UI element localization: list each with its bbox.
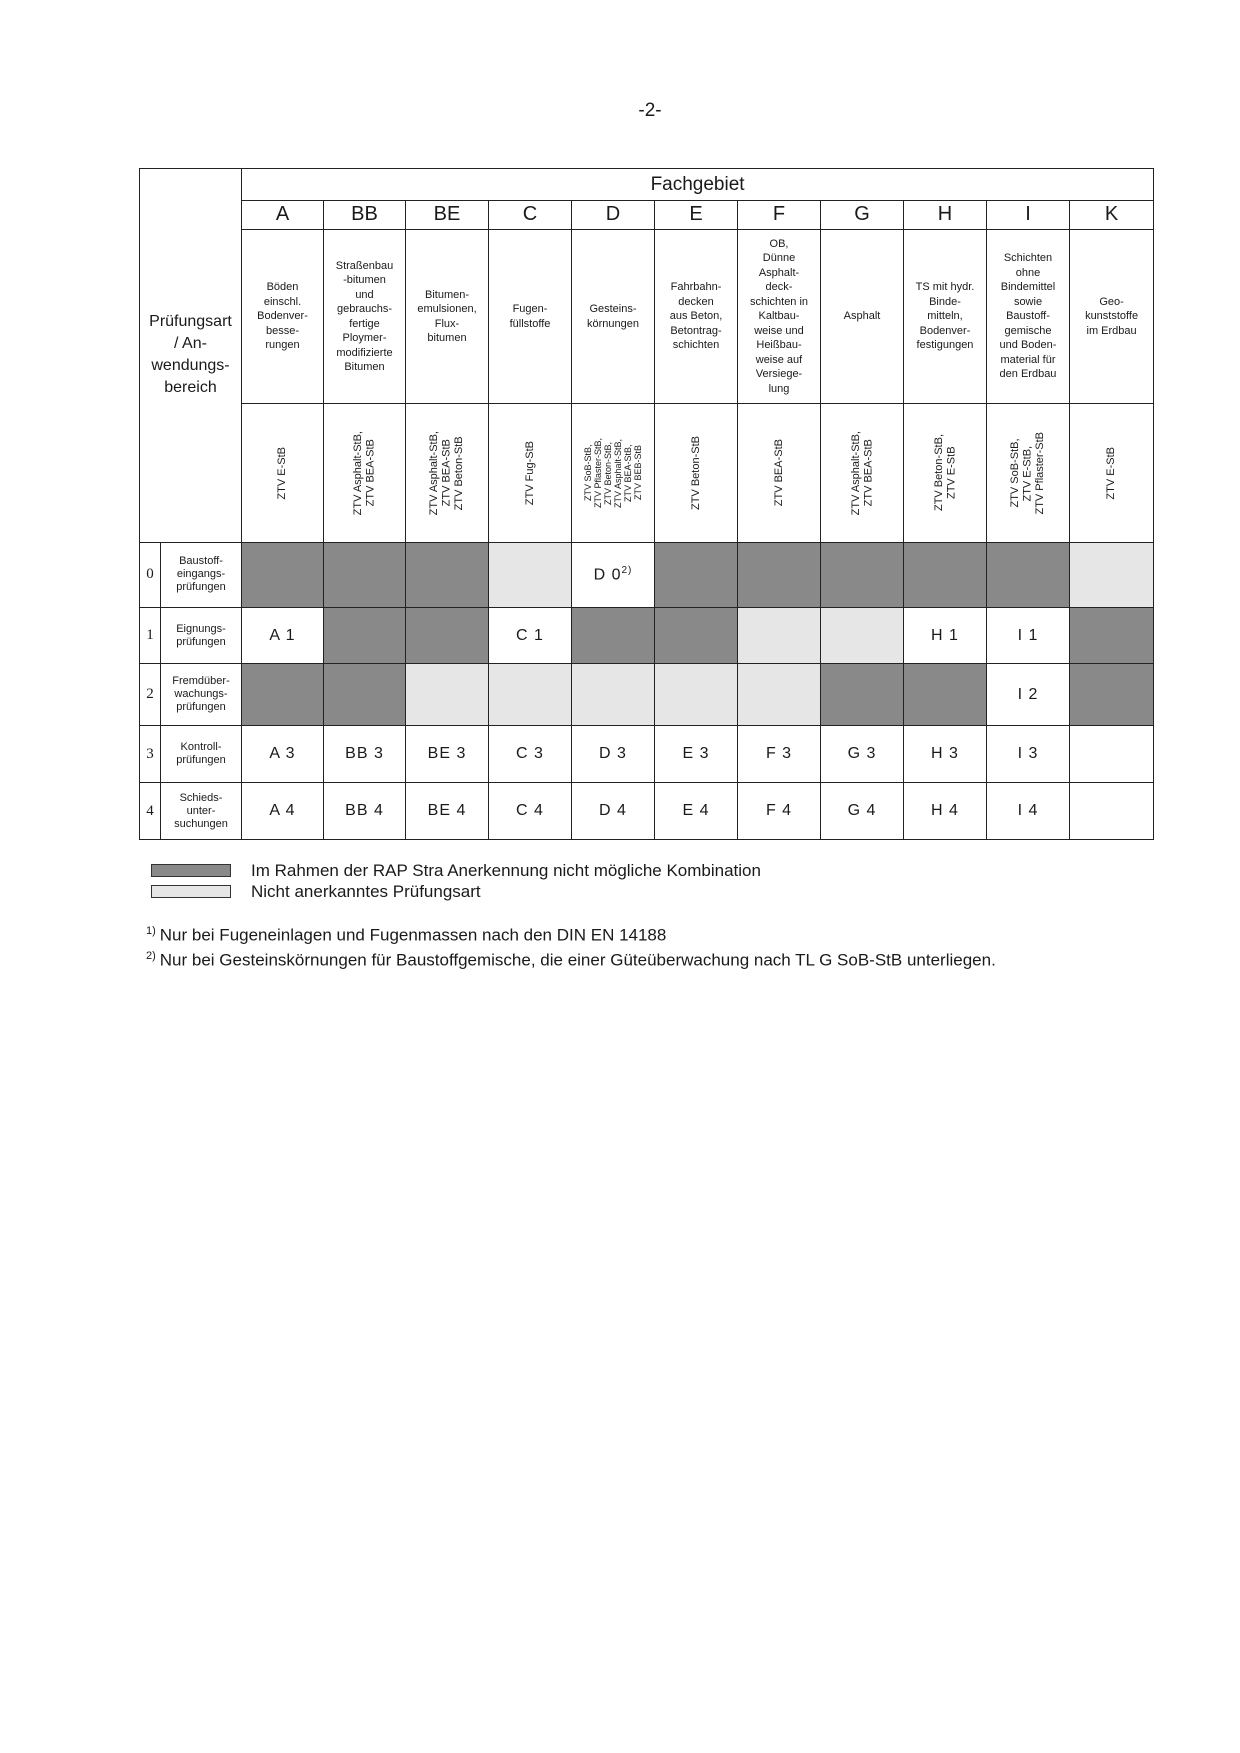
column-letter: K <box>1070 201 1154 230</box>
column-description-line: deck- <box>765 281 793 294</box>
table-cell <box>821 726 904 783</box>
table-cell <box>1070 607 1154 664</box>
column-ztv-text <box>583 438 643 508</box>
legend-text-light: Nicht anerkanntes Prüfungsart <box>251 881 481 901</box>
row-number: 3 <box>140 726 161 783</box>
column-letter: D <box>572 201 655 230</box>
column-description <box>904 229 987 403</box>
table-cell <box>572 783 655 840</box>
table-cell <box>738 726 821 783</box>
column-description-line: kunststoffe <box>1085 310 1139 323</box>
column-ztv-wrap <box>324 404 405 541</box>
row-label <box>161 726 242 783</box>
row-label <box>161 783 242 840</box>
column-description <box>821 229 904 403</box>
table-cell <box>655 783 738 840</box>
legend-swatch-dark <box>151 864 231 877</box>
column-description-line: Heißbau- <box>756 339 802 352</box>
column-description-line: Ploymer- <box>342 332 387 345</box>
column-ztv <box>1070 404 1154 542</box>
column-ztv <box>406 404 489 542</box>
cell-code-text: G 3 <box>847 745 877 763</box>
column-description <box>572 229 655 403</box>
column-ztv-wrap <box>904 404 986 541</box>
column-description-line: Böden <box>266 281 299 294</box>
row-label-line: suchungen <box>174 817 228 830</box>
legend-text-dark: Im Rahmen der RAP Stra Anerkennung nicht mögliche Kombination <box>251 860 761 880</box>
column-ztv-wrap <box>489 404 571 541</box>
column-description-line: festigungen <box>916 339 974 352</box>
column-description-line: besse- <box>265 324 300 337</box>
column-ztv-line: ZTV Asphalt-StB, <box>352 430 364 516</box>
column-ztv <box>904 404 987 542</box>
column-description-line: gebrauchs- <box>336 303 393 316</box>
column-description <box>738 229 821 403</box>
column-ztv-line: ZTV BEA-StB <box>364 439 377 507</box>
column-description-line: und Boden- <box>999 339 1057 352</box>
column-description <box>324 229 406 403</box>
column-letter: BB <box>324 201 406 230</box>
page-number: -2- <box>638 100 662 121</box>
column-ztv-line: ZTV Beton-StB, <box>603 441 613 505</box>
column-ztv-line: ZTV Beton-StB, <box>932 434 945 512</box>
column-description-line: sowie <box>1013 295 1043 308</box>
column-ztv-text <box>1009 432 1047 515</box>
column-ztv-line: ZTV Asphalt-StB, <box>849 430 862 516</box>
column-ztv-text <box>428 431 466 515</box>
column-ztv <box>987 404 1070 542</box>
cell-code-text: A 1 <box>269 626 296 644</box>
column-ztv-wrap <box>242 404 323 541</box>
row-label <box>161 664 242 726</box>
column-ztv-line: ZTV E-StB, <box>1021 445 1034 501</box>
cell-code-text: D 4 <box>599 802 627 820</box>
column-ztv-line: ZTV Pflaster-StB <box>1034 431 1047 515</box>
column-letter: C <box>489 201 572 230</box>
column-ztv-line: ZTV E-StB <box>1105 446 1118 500</box>
column-description-line: bitumen <box>427 332 467 345</box>
row-label-line: prüfungen <box>176 754 226 767</box>
table-cell <box>242 726 324 783</box>
column-ztv-text <box>773 439 786 506</box>
column-ztv-line: ZTV BEA-StB, <box>623 444 633 502</box>
table-cell <box>324 607 406 664</box>
row-label-line: unter- <box>186 804 216 817</box>
table-cell <box>1070 783 1154 840</box>
table-cell <box>406 607 489 664</box>
column-description-line: weise und <box>754 324 804 337</box>
table-cell <box>489 726 572 783</box>
column-description-line: schichten in <box>749 295 809 308</box>
table-cell <box>655 607 738 664</box>
column-description-line: gemische <box>1004 324 1052 337</box>
column-ztv-wrap <box>1070 404 1153 541</box>
column-description-line: füllstoffe <box>509 317 551 330</box>
table-cell <box>324 726 406 783</box>
table-cell <box>904 542 987 607</box>
column-ztv-text <box>690 436 703 510</box>
column-ztv <box>324 404 406 542</box>
table-cell <box>489 542 572 607</box>
footnote-mark: 1) <box>146 925 156 937</box>
column-description-line: im Erdbau <box>1086 324 1137 337</box>
footnote-2 <box>146 946 996 971</box>
table-cell <box>987 726 1070 783</box>
column-ztv-line: ZTV E-StB <box>276 446 289 500</box>
cell-code-text: BE 3 <box>427 745 467 763</box>
table-cell <box>324 664 406 726</box>
cell-code-text: F 3 <box>765 745 793 763</box>
column-description-line: körnungen <box>587 317 639 330</box>
column-description-line: modifizierte <box>336 346 393 359</box>
column-description-line: lung <box>768 382 790 395</box>
cell-code-text: F 4 <box>765 802 793 820</box>
table-cell <box>572 664 655 726</box>
footnote-text: Nur bei Gesteinskörnungen für Baustoffgemische, die einer Güteüberwachung nach TL G SoB-StB unterliegen. <box>159 950 996 970</box>
classification-table <box>139 168 1154 840</box>
table-cell <box>987 664 1070 726</box>
column-description-line: Bodenver- <box>919 324 971 337</box>
row-label-line: prüfungen <box>176 635 226 648</box>
column-description-line: Geo- <box>1099 295 1124 308</box>
cell-code-text: H 3 <box>931 745 959 763</box>
corner-label-line: Prüfungsart <box>149 313 232 331</box>
table-cell <box>738 607 821 664</box>
column-ztv-line: ZTV BEA-StB <box>440 439 453 507</box>
column-ztv <box>655 404 738 542</box>
cell-code-text: BB 4 <box>345 802 384 820</box>
column-description-line: Schichten <box>1003 252 1053 265</box>
cell-code-text: BE 4 <box>427 802 467 820</box>
table-row <box>140 607 1154 664</box>
column-letter: G <box>821 201 904 230</box>
table-row <box>140 664 1154 726</box>
column-ztv-line: ZTV Beton-StB <box>689 436 702 510</box>
column-ztv-line: ZTV Beton-StB <box>453 436 466 510</box>
column-description-line: Versiege- <box>755 368 803 381</box>
column-description-line: decken <box>678 295 714 308</box>
column-description-line: TS mit hydr. <box>915 281 975 294</box>
table-cell <box>904 783 987 840</box>
column-description-line: emulsionen, <box>417 303 477 316</box>
cell-code-text: C 3 <box>516 745 544 763</box>
cell-code-text: E 3 <box>682 745 710 763</box>
column-description-line: den Erdbau <box>999 368 1057 381</box>
column-ztv <box>738 404 821 542</box>
table-cell <box>1070 542 1154 607</box>
legend <box>151 860 761 902</box>
column-description-line: mitteln, <box>927 310 963 323</box>
footnote-mark: 2) <box>146 949 156 962</box>
row-label <box>161 607 242 664</box>
column-ztv-line: ZTV Asphalt-StB, <box>613 438 623 508</box>
table-cell <box>821 664 904 726</box>
row-number: 1 <box>140 607 161 664</box>
column-description-line: -bitumen <box>343 274 386 287</box>
table-cell <box>1070 726 1154 783</box>
column-ztv-wrap <box>406 404 488 541</box>
column-letter: E <box>655 201 738 230</box>
column-letter: I <box>987 201 1070 230</box>
corner-label <box>140 169 242 543</box>
table-cell <box>406 664 489 726</box>
column-description-line: Bodenver- <box>257 310 308 323</box>
table-cell <box>987 542 1070 607</box>
column-ztv-text <box>933 434 958 511</box>
column-ztv-line: ZTV Asphalt-StB, <box>428 430 441 516</box>
column-description <box>987 229 1070 403</box>
legend-item-light <box>151 881 761 902</box>
table-cell <box>655 726 738 783</box>
column-description-line: Bitumen- <box>424 288 470 301</box>
column-description-line: Binde- <box>929 295 961 308</box>
table-cell <box>406 542 489 607</box>
table-cell <box>242 542 324 607</box>
column-description-line: ohne <box>1015 266 1041 279</box>
column-description-line: Fahrbahn- <box>670 281 722 294</box>
row-label-line: Baustoff- <box>179 555 223 568</box>
table-cell <box>406 783 489 840</box>
column-description <box>489 229 572 403</box>
column-description-line: Dünne <box>762 252 796 265</box>
cell-code-text: H 1 <box>931 626 959 644</box>
row-label-line: Schieds- <box>179 791 223 804</box>
column-ztv-line: ZTV E-StB <box>945 446 957 500</box>
column-ztv-text <box>352 431 377 515</box>
column-ztv-line: ZTV SoB-StB, <box>583 444 593 502</box>
row-number: 4 <box>140 783 161 840</box>
footnote-text: Nur bei Fugeneinlagen und Fugenmassen nach den DIN EN 14188 <box>159 925 667 945</box>
column-letter: H <box>904 201 987 230</box>
cell-code-text: H 4 <box>931 802 959 820</box>
column-ztv <box>821 404 904 542</box>
column-ztv-wrap <box>821 404 903 541</box>
cell-code-text: D 0 <box>593 566 622 584</box>
table-cell <box>821 783 904 840</box>
row-number: 2 <box>140 664 161 726</box>
column-description-line: rungen <box>265 339 300 352</box>
table-cell <box>1070 664 1154 726</box>
column-ztv-wrap <box>572 404 654 541</box>
column-ztv-line: ZTV BEB-StB <box>633 445 643 501</box>
table-cell <box>655 542 738 607</box>
table-cell <box>324 542 406 607</box>
column-ztv <box>489 404 572 542</box>
table-cell <box>242 607 324 664</box>
table-cell <box>821 542 904 607</box>
column-description-line: Straßenbau <box>335 259 394 272</box>
cell-code-text: I 2 <box>1017 685 1039 703</box>
column-description-line: Asphalt- <box>758 266 800 279</box>
row-label-line: Kontroll- <box>180 741 222 754</box>
column-description-line: Fugen- <box>512 303 548 316</box>
table-cell <box>738 664 821 726</box>
column-ztv-wrap <box>987 404 1069 541</box>
column-description-line: und <box>355 288 374 301</box>
table-cell <box>406 726 489 783</box>
table-cell <box>489 783 572 840</box>
table-cell <box>904 726 987 783</box>
row-label-line: prüfungen <box>176 581 226 594</box>
cell-code-text: BB 3 <box>345 745 384 763</box>
column-description-line: Bindemittel <box>1000 281 1056 294</box>
table-cell <box>904 607 987 664</box>
table-cell <box>655 664 738 726</box>
cell-code-text: I 4 <box>1017 802 1039 820</box>
column-description <box>1070 229 1154 403</box>
table-cell <box>738 542 821 607</box>
legend-item-dark <box>151 860 761 881</box>
row-label-line: Eignungs- <box>176 622 226 635</box>
table-cell <box>987 783 1070 840</box>
cell-code-text: A 3 <box>269 745 296 763</box>
table-cell <box>987 607 1070 664</box>
column-ztv-line: ZTV BEA-StB <box>862 439 874 507</box>
cell-footnote-mark: 2) <box>621 565 633 577</box>
column-description-line: aus Beton, <box>669 310 723 323</box>
table-cell <box>738 783 821 840</box>
column-ztv-line: ZTV SoB-StB, <box>1009 438 1022 508</box>
cell-code-text: G 4 <box>847 802 877 820</box>
column-ztv-text <box>524 441 537 505</box>
column-description <box>655 229 738 403</box>
row-label-line: wachungs- <box>174 688 228 701</box>
cell-code-text: D 3 <box>599 745 627 763</box>
row-label <box>161 542 242 607</box>
column-ztv-text <box>276 447 289 500</box>
table-cell <box>489 607 572 664</box>
table-cell <box>242 664 324 726</box>
column-description-line: Flux- <box>434 317 460 330</box>
cell-code-text: I 1 <box>1017 626 1039 644</box>
cell-code-text: E 4 <box>682 802 710 820</box>
column-description-line: fertige <box>349 317 380 330</box>
cell-code-text: I 3 <box>1017 745 1039 763</box>
row-label-line: eingangs- <box>176 568 226 581</box>
column-ztv-line: ZTV Fug-StB <box>523 440 536 506</box>
footnotes <box>146 921 996 970</box>
column-ztv-wrap <box>738 404 820 541</box>
column-letter: A <box>242 201 324 230</box>
cell-code-text: C 1 <box>516 626 544 644</box>
column-letter: BE <box>406 201 489 230</box>
table-cell <box>821 607 904 664</box>
corner-label-line: bereich <box>164 379 217 397</box>
column-description-line: einschl. <box>263 295 302 308</box>
table-row <box>140 783 1154 840</box>
corner-label-line: / An- <box>174 335 207 353</box>
column-description-line: schichten <box>672 339 720 352</box>
table-cell <box>324 783 406 840</box>
column-description-line: Baustoff- <box>1006 310 1050 323</box>
column-description-line: Bitumen <box>344 361 385 374</box>
table-cell <box>572 542 655 607</box>
column-description <box>406 229 489 403</box>
row-label-line: prüfungen <box>176 701 226 714</box>
table-cell <box>489 664 572 726</box>
column-description-line: Asphalt <box>843 310 881 323</box>
row-label-line: Fremdüber- <box>172 675 230 688</box>
table-row <box>140 726 1154 783</box>
cell-code-text: A 4 <box>269 802 296 820</box>
column-ztv-text <box>1105 447 1118 500</box>
column-description-line: Gesteins- <box>589 303 637 316</box>
column-description-line: Kaltbau- <box>758 310 800 323</box>
table-cell <box>904 664 987 726</box>
footnote-1 <box>146 921 996 946</box>
row-number: 0 <box>140 542 161 607</box>
column-ztv-wrap <box>655 404 737 541</box>
cell-code-text: C 4 <box>516 802 544 820</box>
column-description-line: weise auf <box>755 353 803 366</box>
table-cell <box>572 726 655 783</box>
column-description-line: OB, <box>769 237 789 250</box>
column-description-line: material für <box>1000 353 1056 366</box>
table-row <box>140 542 1154 607</box>
column-description <box>242 229 324 403</box>
column-ztv-line: ZTV Pflaster-StB, <box>593 438 603 509</box>
table-cell <box>572 607 655 664</box>
corner-label-line: wendungs- <box>151 357 230 375</box>
column-ztv <box>242 404 324 542</box>
legend-swatch-light <box>151 885 231 898</box>
column-ztv-line: ZTV BEA-StB <box>772 439 785 507</box>
column-letter: F <box>738 201 821 230</box>
column-description-line: Betontrag- <box>670 324 722 337</box>
fachgebiet-title: Fachgebiet <box>242 169 1154 201</box>
column-ztv <box>572 404 655 542</box>
column-ztv-text <box>850 431 875 515</box>
table-cell <box>242 783 324 840</box>
